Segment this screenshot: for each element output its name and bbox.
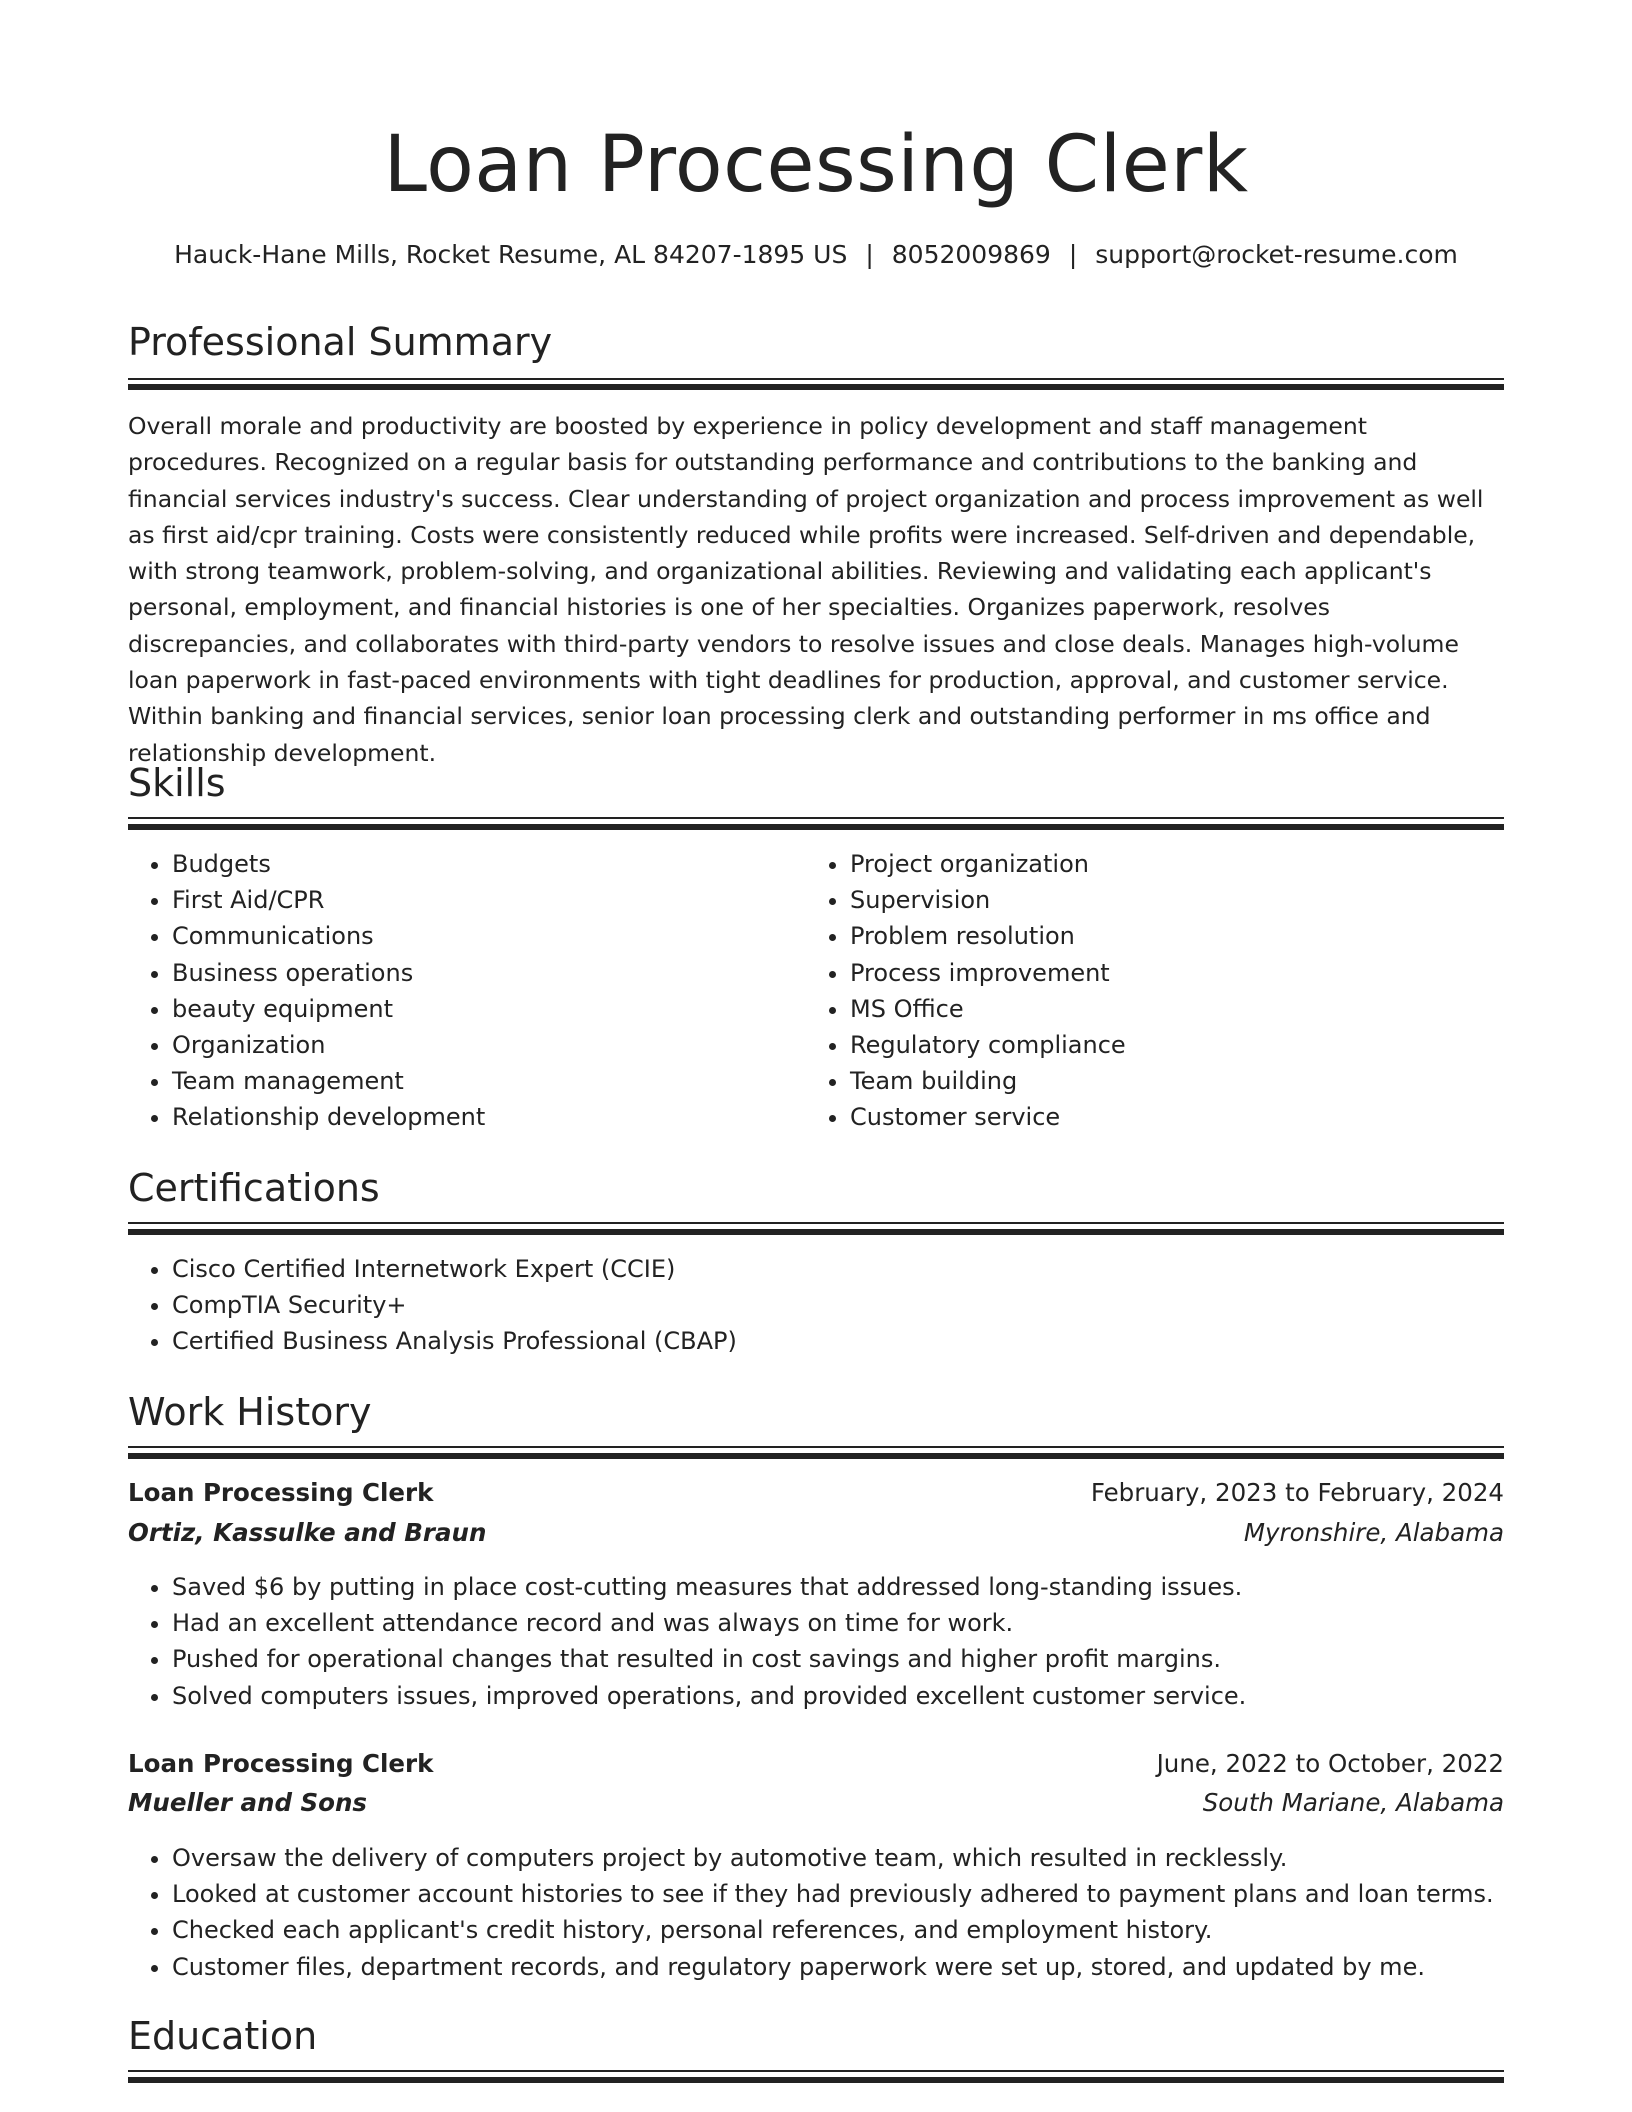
section-divider [128,824,1504,830]
section-divider [128,1229,1504,1235]
section-divider [128,2077,1504,2083]
skills-column-left [128,846,806,1136]
certifications-section-heading [128,1166,1504,1210]
work-section-heading [128,1390,1504,1434]
section-divider [128,1222,1504,1224]
skill-item: • Regulatory compliance [850,1027,1504,1063]
contact-address: Hauck-Hane Mills, Rocket Resume, AL 84207-1895 US [174,240,848,269]
job-bullets [128,1569,1504,1714]
job-bullet: • Customer files, department records, and regulatory paperwork were set up, stored, and updated by me. [172,1949,1504,1985]
section-divider [128,2070,1504,2072]
education-section-heading [128,2014,1504,2058]
skill-item: • Communications [172,918,806,954]
section-divider [128,1453,1504,1459]
section-divider [128,1446,1504,1448]
job-location: Myronshire, Alabama [1243,1518,1504,1547]
skill-item: • Project organization [850,846,1504,882]
job-bullets [128,1840,1504,1985]
job-dates: June, 2022 to October, 2022 [1156,1749,1504,1778]
job-title: Loan Processing Clerk [128,1478,434,1507]
skills-section-heading [128,761,1504,805]
skill-item: • Process improvement [850,955,1504,991]
job-bullet: • Had an excellent attendance record and was always on time for work. [172,1605,1504,1641]
contact-email[interactable]: support@rocket-resume.com [1095,240,1458,269]
skills-column-right [806,846,1504,1136]
skills-heading: Skills [128,761,226,805]
education-heading: Education [128,2014,318,2058]
job-bullet: • Saved $6 by putting in place cost-cutting measures that addressed long-standing issues. [172,1569,1504,1605]
job-bullet: • Checked each applicant's credit history, personal references, and employment history. [172,1912,1504,1948]
skill-item: • First Aid/CPR [172,882,806,918]
job-company: Ortiz, Kassulke and Braun [128,1518,487,1547]
skill-item: • Team management [172,1063,806,1099]
job-location: South Mariane, Alabama [1202,1788,1504,1817]
summary-section-heading [128,320,1504,364]
contact-separator: | [865,240,874,269]
candidate-title: Loan Processing Clerk [383,120,1249,210]
contact-phone[interactable]: 8052009869 [891,240,1051,269]
job-bullet: • Looked at customer account histories to see if they had previously adhered to payment plans and loan terms. [172,1876,1504,1912]
skill-item: • Organization [172,1027,806,1063]
certification-item: • Cisco Certified Internetwork Expert (CCIE) [172,1251,1504,1287]
skill-item: • Business operations [172,955,806,991]
section-divider [128,817,1504,819]
skill-item: • MS Office [850,991,1504,1027]
job-bullet: • Solved computers issues, improved operations, and provided excellent customer service. [172,1678,1504,1714]
job-bullet: • Pushed for operational changes that resulted in cost savings and higher profit margins. [172,1641,1504,1677]
skill-item: • beauty equipment [172,991,806,1027]
skill-item: • Customer service [850,1099,1504,1135]
contact-line [128,240,1504,269]
skill-item: • Problem resolution [850,918,1504,954]
job-title: Loan Processing Clerk [128,1749,434,1778]
certifications-heading: Certifications [128,1166,380,1210]
job-bullet: • Oversaw the delivery of computers project by automotive team, which resulted in recklessly. [172,1840,1504,1876]
certification-item: • Certified Business Analysis Professional (CBAP) [172,1323,1504,1359]
summary-text: Overall morale and productivity are boosted by experience in policy development and staff management procedures. Recognized on a regular basis for outstanding performance and contributions to the banking and financial services industry's success. Clear understanding of project organization and process improvement as well as first aid/cpr training. Costs were consistently reduced while profits were increased. Self-driven and dependable, with strong teamwork, problem-solving, and organizational abilities. Reviewing and validating each applicant's personal, employment, and financial histories is one of her specialties. Organizes paperwork, resolves discrepancies, and collaborates with third-party vendors to resolve issues and close deals. Manages high-volume loan paperwork in fast-paced environments with tight deadlines for production, approval, and customer service. Within banking and financial services, senior loan processing clerk and outstanding performer in ms office and relationship development. [128,412,1484,767]
contact-separator: | [1068,240,1078,269]
summary-heading: Professional Summary [128,320,553,364]
section-divider [128,378,1504,380]
certification-item: • CompTIA Security+ [172,1287,1504,1323]
job-company: Mueller and Sons [128,1788,368,1817]
skill-item: • Team building [850,1063,1504,1099]
skill-item: • Supervision [850,882,1504,918]
certifications-list [128,1251,1504,1360]
section-divider [128,384,1504,390]
work-heading: Work History [128,1390,372,1434]
job-dates: February, 2023 to February, 2024 [1090,1478,1504,1507]
skill-item: • Relationship development [172,1099,806,1135]
skill-item: • Budgets [172,846,806,882]
